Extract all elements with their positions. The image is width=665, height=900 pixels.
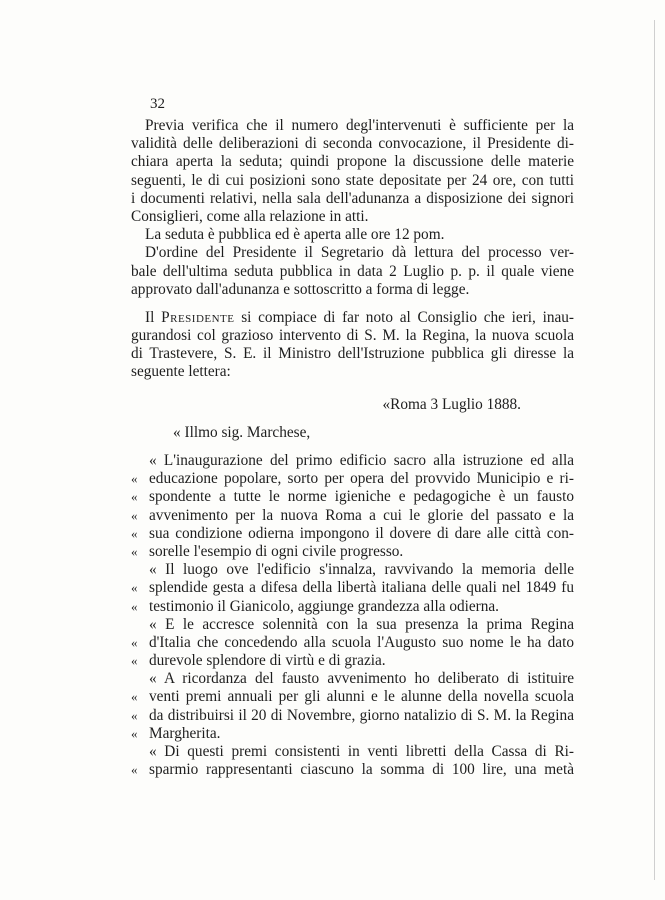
guillemet-icon: «	[131, 762, 138, 778]
quote-line: « venti premi annuali per gli alunni e le alunne della novella scuola	[131, 688, 574, 706]
guillemet-icon: «	[131, 634, 138, 650]
guillemet-icon: «	[131, 489, 138, 505]
text-line: seguente lettera:	[131, 363, 231, 381]
guillemet-icon: «	[131, 471, 138, 487]
text-line: seguenti, le di cui posizioni sono state depositate per 24 ore, con tutti	[131, 171, 574, 189]
quote-line: « sparmio rappresentanti ciascuno la somma di 100 lire, una metà	[131, 761, 574, 779]
presidente-smallcaps: Presidente	[161, 308, 235, 326]
quote-line: « Margherita.	[131, 724, 221, 742]
guillemet-icon: «	[131, 689, 138, 705]
text-line: i documenti relativi, nella sala dell'adunanza a disposizione dei signori	[131, 189, 574, 207]
text-line: approvato dall'adunanza e sottoscritto a forma di legge.	[131, 280, 470, 298]
guillemet-icon: «	[131, 653, 138, 669]
guillemet-icon: «	[131, 725, 138, 741]
guillemet-icon: «	[131, 707, 138, 723]
guillemet-icon: «	[131, 525, 138, 541]
quote-line: « educazione popolare, sorto per opera del provvido Municipio e ri-	[131, 470, 574, 488]
text-line: Consiglieri, come alla relazione in atti.	[131, 207, 369, 225]
text-line: bale dell'ultima seduta pubblica in data 2 Luglio p. p. il quale viene	[131, 262, 574, 280]
text-line: La seduta è pubblica ed è aperta alle ore 12 pom.	[145, 226, 445, 244]
quote-line: « sua condizione odierna impongono il dovere di dare alle città con-	[131, 524, 574, 542]
text-line: gurandosi col grazioso intervento di S. M. la Regina, la nuova scuola	[131, 327, 574, 345]
quote-line: « durevole splendore di virtù e di grazia.	[131, 652, 386, 670]
quote-line: « Il luogo ove l'edificio s'innalza, ravvivando la memoria delle	[149, 561, 574, 579]
quote-line: « L'inaugurazione del primo edificio sacro alla istruzione ed alla	[149, 452, 574, 469]
quote-line: « A ricordanza del fausto avvenimento ho deliberato di istituire	[149, 670, 574, 688]
quote-line: « da distribuirsi il 20 di Novembre, giorno natalizio di S. M. la Regina	[131, 706, 574, 724]
letter-date: «Roma 3 Luglio 1888.	[382, 395, 521, 413]
letter-salutation: « Illmo sig. Marchese,	[173, 423, 311, 441]
text-line: di Trastevere, S. E. il Ministro dell'Istruzione pubblica gli diresse la	[131, 345, 574, 363]
text-line: Previa verifica che il numero degl'intervenuti è sufficiente per la	[145, 117, 574, 134]
quote-line: « Di questi premi consistenti in venti libretti della Cassa di Ri-	[149, 743, 574, 760]
quote-line: « d'Italia che concedendo alla scuola l'Augusto suo nome le ha dato	[131, 633, 574, 651]
text-line: chiara aperta la seduta; quindi propone la discussione delle materie	[131, 153, 574, 171]
guillemet-icon: «	[131, 543, 138, 559]
quote-line: « testimonio il Gianicolo, aggiunge grandezza alla odierna.	[131, 597, 500, 615]
text-run: Il	[145, 308, 155, 326]
text-line	[131, 309, 574, 327]
quote-line: « splendide gesta a difesa della libertà italiana delle quali nel 1849 fu	[131, 579, 574, 597]
page-edge-line	[654, 20, 655, 880]
quote-line: « avvenimento per la nuova Roma a cui le glorie del passato e la	[131, 506, 574, 524]
quote-line: « spondente a tutte le norme igieniche e pedagogiche è un fausto	[131, 488, 574, 506]
text-line: validità delle deliberazioni di seconda convocazione, il Presidente di-	[131, 135, 574, 153]
quote-line: « E le accresce solennità con la sua presenza la prima Regina	[149, 615, 574, 633]
guillemet-icon: «	[131, 580, 138, 596]
page-number: 32	[150, 96, 165, 112]
guillemet-icon: «	[131, 598, 138, 614]
text-run: si compiace di far noto al Consiglio che ieri, inau-	[241, 308, 575, 326]
text-line: D'ordine del Presidente il Segretario dà lettura del processo ver-	[145, 244, 574, 262]
body-text	[131, 117, 574, 779]
quote-line: « sorelle l'esempio di ogni civile progresso.	[131, 542, 404, 560]
guillemet-icon: «	[131, 507, 138, 523]
